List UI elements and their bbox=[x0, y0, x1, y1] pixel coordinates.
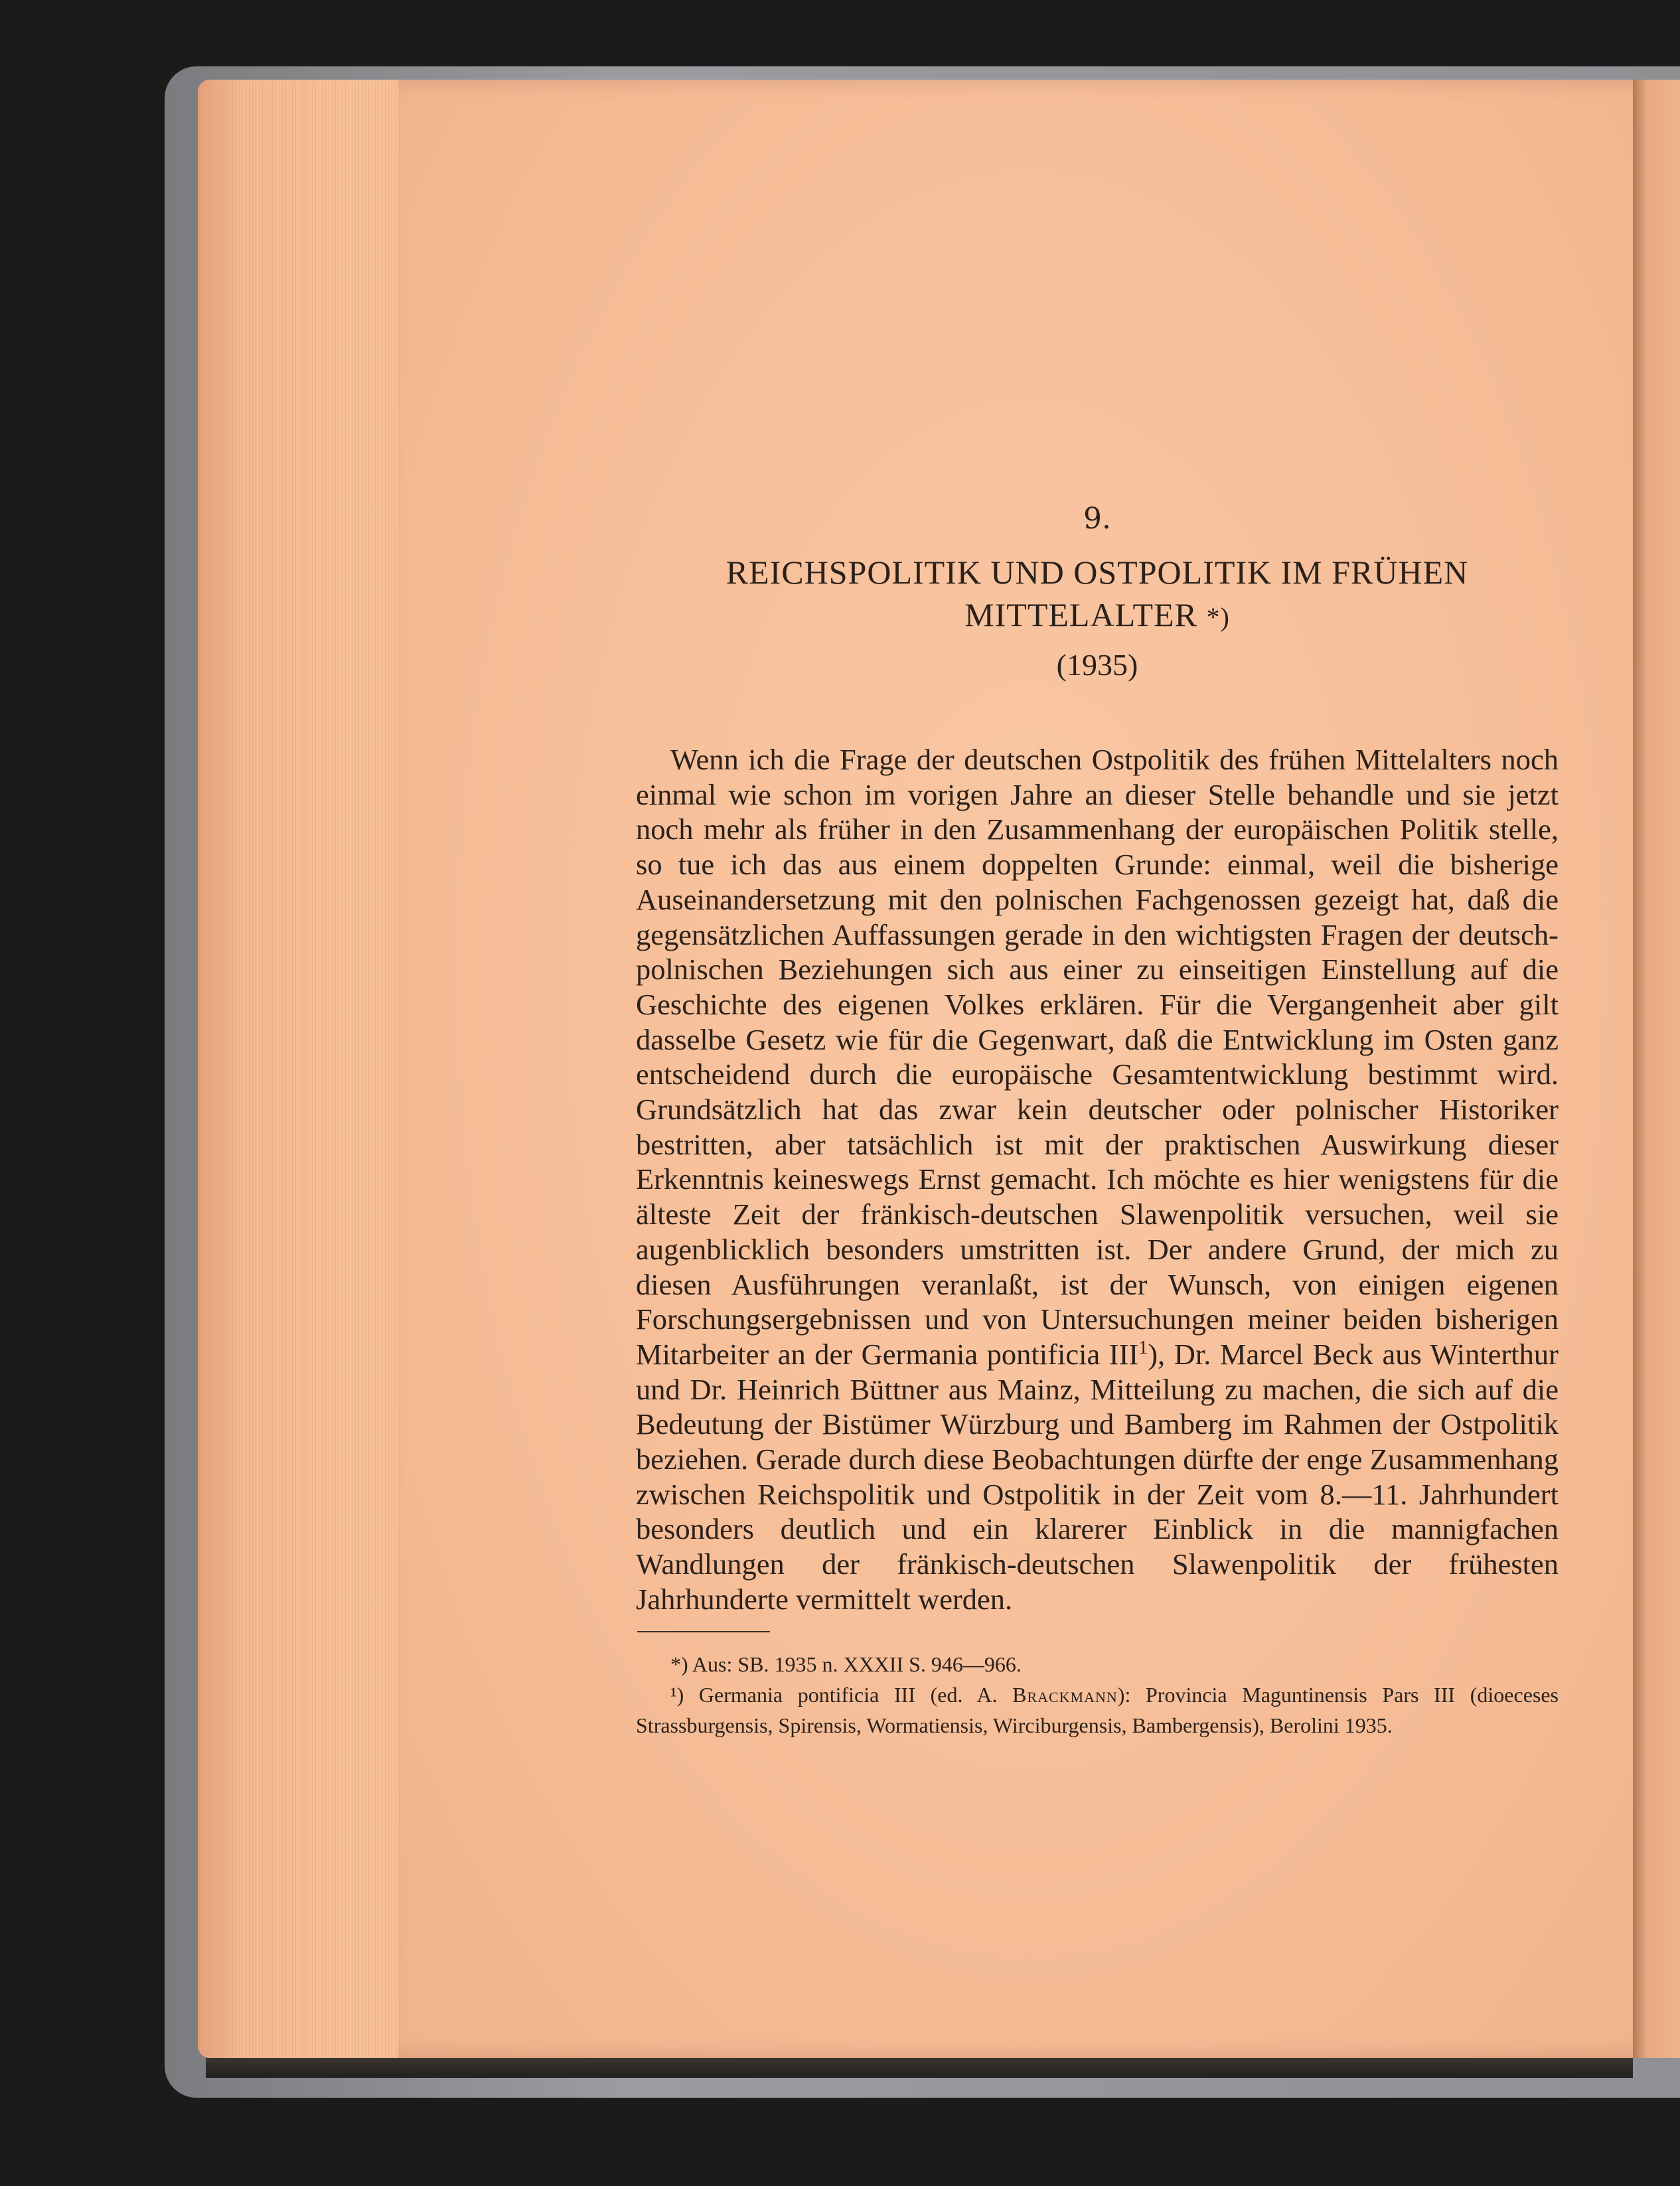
page-edges bbox=[199, 81, 398, 2057]
footnote-2-author: Brackmann bbox=[1012, 1683, 1118, 1707]
footnotes bbox=[636, 1649, 1559, 1741]
book-bottom-edge bbox=[206, 2058, 1633, 2078]
chapter-number: 9. bbox=[1083, 502, 1111, 536]
chapter-title-main: MITTELALTER bbox=[964, 596, 1197, 633]
facing-page-edge bbox=[1633, 80, 1680, 2058]
body-paragraph bbox=[636, 742, 1559, 1617]
footnote-2-prefix: ¹) Germania pontificia III (ed. A. bbox=[670, 1683, 1013, 1707]
chapter-title bbox=[636, 551, 1559, 639]
chapter-title-footnote-marker: *) bbox=[1206, 602, 1230, 632]
body-text-part-2: ), Dr. Marcel Beck aus Winterthur und Dr. Heinrich Büttner aus Mainz, Mitteilung zu machen, die sich auf die Bedeutung der Bistümer Würzburg und Bamberg im Rahmen der Ostpolitik beziehen. Gerade durch diese Beobachtungen dürfte der enge Zusammenhang zwischen Reichspolitik und Ostpolitik in der Zeit vom 8.—11. Jahrhundert besonders deutlich und ein klarerer Einblick in die mannigfachen Wandlungen der fränkisch-deutschen Slawenpolitik der frühesten Jahrhunderte vermittelt werden. bbox=[636, 1337, 1559, 1616]
footnote-2 bbox=[636, 1679, 1559, 1741]
chapter-title-line-1: REICHSPOLITIK UND OSTPOLITIK IM FRÜHEN bbox=[725, 554, 1469, 591]
chapter-year: (1935) bbox=[1056, 648, 1138, 682]
footnote-1: *) Aus: SB. 1935 n. XXXII S. 946—966. bbox=[670, 1652, 1022, 1676]
chapter-title-line-2 bbox=[636, 593, 1559, 639]
footnote-separator bbox=[637, 1631, 770, 1632]
footnote-2-suffix: ): Provincia Maguntinensis Pars III (dioeceses Strassburgensis, Spirensis, Wormatiensis, Wirciburgensis, Bambergensis), Berolini 1935. bbox=[636, 1683, 1559, 1737]
footnote-reference: 1 bbox=[1138, 1338, 1148, 1359]
body-text-part-1: Wenn ich die Frage der deutschen Ostpolitik des frühen Mittelalters noch einmal wie schon im vorigen Jahre an dieser Stelle behandle und sie jetzt noch mehr als früher in den Zusammenhang der europäischen Politik stelle, so tue ich das aus einem doppelten Grunde: einmal, weil die bisherige Auseinandersetzung mit den polnischen Fachgenossen gezeigt hat, daß die gegensätzlichen Auffassungen gerade in den wichtigsten Fragen der deutsch-polnischen Beziehungen sich aus einer zu einseitigen Einstellung auf die Geschichte des eigenen Volkes erklären. Für die Vergangenheit aber gilt dasselbe Gesetz wie für die Gegenwart, daß die Entwicklung im Osten ganz entscheidend durch die europäische Gesamtentwicklung bestimmt wird. Grundsätzlich hat das zwar kein deutscher oder polnischer Historiker bestritten, aber tatsächlich ist mit der praktischen Auswirkung dieser Erkenntnis keineswegs Ernst gemacht. Ich möchte es hier wenigstens für die älteste Zeit der fränkisch-deutschen Slawenpolitik versuchen, weil sie augenblicklich besonders umstritten ist. Der andere Grund, der mich zu diesen Ausführungen veranlaßt, ist der Wunsch, von einigen eigenen Forschungsergebnissen und von Untersuchungen meiner beiden bisherigen Mitarbeiter an der Germania pontificia III bbox=[636, 743, 1559, 1371]
